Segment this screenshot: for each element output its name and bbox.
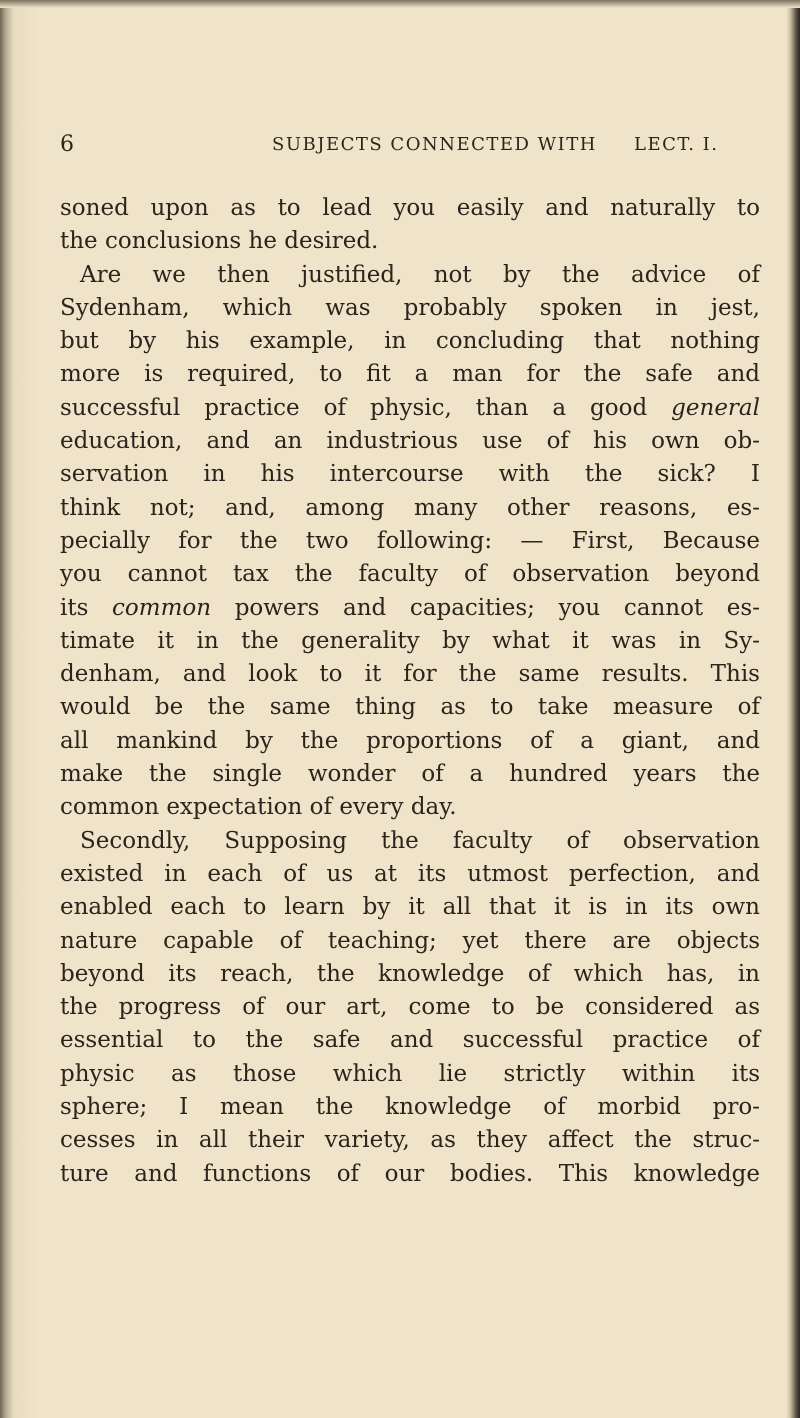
text-line: enabled each to learn by it all that it is in its own	[60, 894, 760, 921]
text-line: soned upon as to lead you easily and naturally to	[60, 195, 760, 221]
text-line: physic as those which lie strictly within its	[60, 1060, 760, 1087]
text-line: Are we then justified, not by the advice of	[80, 261, 760, 288]
text-line: make the single wonder of a hundred years the	[60, 761, 760, 788]
text-line: beyond its reach, the knowledge of which has, in	[60, 960, 760, 987]
text-line: the progress of our art, come to be considered as	[60, 994, 760, 1021]
text-line: cesses in all their variety, as they affect the struc-	[60, 1127, 760, 1154]
text-line: would be the same thing as to take measure of	[60, 694, 760, 721]
text-line: sphere; I mean the knowledge of morbid pro-	[60, 1094, 760, 1121]
page-edge-shadow	[786, 0, 800, 1418]
page-number: 6	[60, 132, 75, 157]
italic-word: common	[112, 594, 212, 621]
body-text	[60, 192, 760, 1191]
page-top-shadow	[0, 0, 800, 8]
text-line: ture and functions of our bodies. This knowledge	[60, 1160, 760, 1187]
text-line: servation in his intercourse with the sick? I	[60, 461, 760, 488]
italic-word: general	[671, 394, 760, 421]
text-line: the conclusions he desired.	[60, 228, 379, 255]
text-line: essential to the safe and successful practice of	[60, 1027, 760, 1054]
text-line: denham, and look to it for the same results. This	[60, 661, 760, 688]
text-line	[60, 592, 760, 625]
text-line: nature capable of teaching; yet there are objects	[60, 927, 760, 954]
text-line: Secondly, Supposing the faculty of observation	[80, 827, 760, 854]
running-title: SUBJECTS CONNECTED WITH	[272, 134, 597, 155]
text-line: pecially for the two following: — First, Because	[60, 527, 760, 554]
text-line: more is required, to fit a man for the safe and	[60, 361, 760, 388]
text-segment: powers and capacities; you cannot es-	[211, 594, 760, 621]
text-line: you cannot tax the faculty of observation beyond	[60, 561, 760, 588]
text-line: timate it in the generality by what it was in Sy-	[60, 627, 760, 654]
text-segment: its	[60, 594, 113, 621]
running-head	[60, 132, 760, 162]
text-line: think not; and, among many other reasons, es-	[60, 494, 760, 521]
text-line	[60, 392, 760, 425]
text-line: common expectation of every day.	[60, 794, 457, 821]
text-line: existed in each of us at its utmost perfection, and	[60, 860, 760, 887]
text-line: education, and an industrious use of his own ob-	[60, 428, 760, 455]
text-line: Sydenham, which was probably spoken in jest,	[60, 294, 760, 321]
text-line: but by his example, in concluding that nothing	[60, 328, 760, 355]
text-line: all mankind by the proportions of a giant, and	[60, 727, 760, 754]
page-binding-shadow	[0, 0, 40, 1418]
lecture-label: LECT. I.	[634, 134, 719, 155]
text-segment: successful practice of physic, than a good	[60, 394, 672, 421]
